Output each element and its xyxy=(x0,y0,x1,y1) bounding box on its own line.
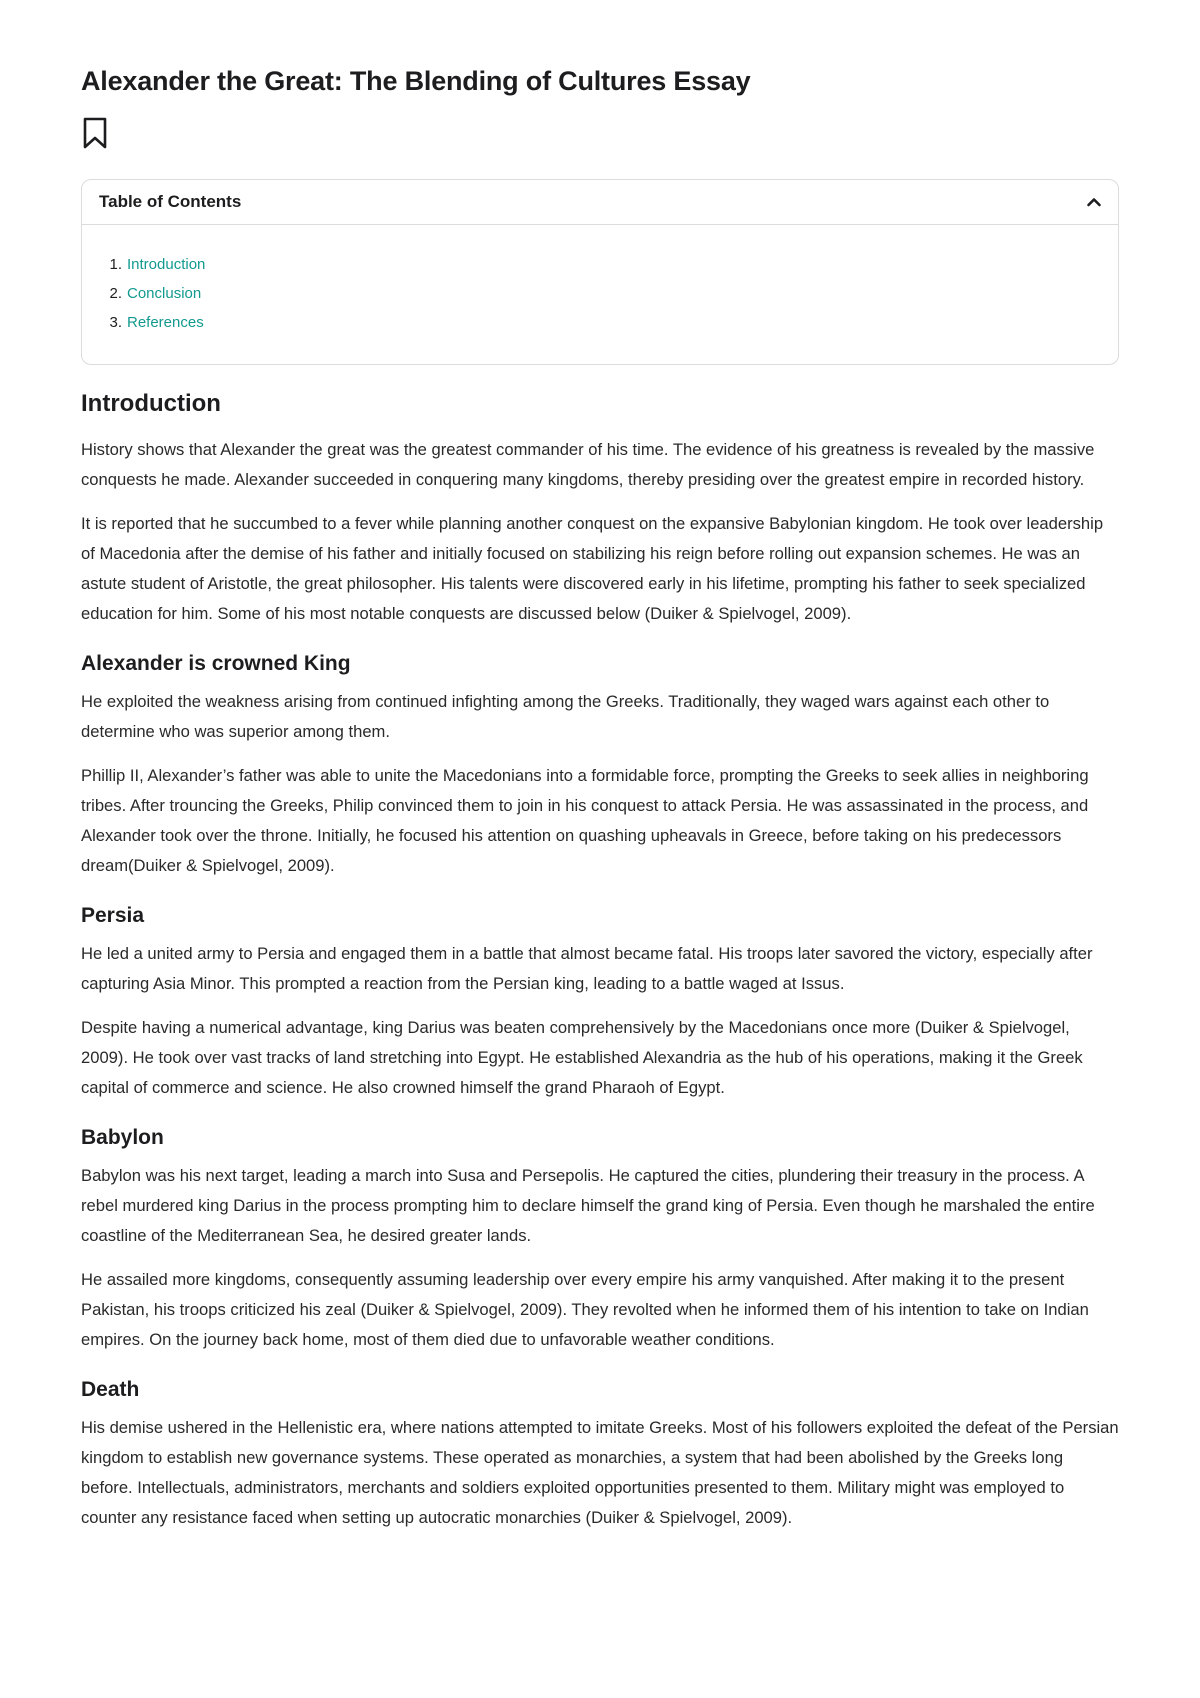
bookmark-icon xyxy=(81,116,109,150)
page-title: Alexander the Great: The Blending of Cultures Essay xyxy=(81,66,751,96)
subheading-persia: Persia xyxy=(81,904,145,927)
paragraph: Phillip II, Alexander’s father was able to unite the Macedonians into a formidable force, prompting the Greeks to seek allies in neighboring tribes. After trouncing the Greeks, Philip convinced them to join in his conquest to attack Persia. He was assassinated in the process, and Alexander took over the throne. Initially, he focused his attention on quashing upheavals in Greece, before taking on his predecessors dream(Duiker & Spielvogel, 2009). xyxy=(81,766,1089,875)
paragraph: He led a united army to Persia and engaged them in a battle that almost became fatal. His troops later savored the victory, especially after capturing Asia Minor. This prompted a reaction from the Persian king, leading to a battle waged at Issus. xyxy=(81,944,1093,993)
toc-toggle[interactable] xyxy=(82,180,1118,225)
toc-item xyxy=(102,279,1098,308)
subheading-crowned-king: Alexander is crowned King xyxy=(81,652,351,675)
paragraph: Despite having a numerical advantage, king Darius was beaten comprehensively by the Macedonians once more (Duiker & Spielvogel, 2009). He took over vast tracks of land stretching into Egypt. He established Alexandria as the hub of his operations, making it the Greek capital of commerce and science. He also crowned himself the grand Pharaoh of Egypt. xyxy=(81,1018,1083,1097)
toc-link-references[interactable]: References xyxy=(127,314,204,331)
paragraph: His demise ushered in the Hellenistic era, where nations attempted to imitate Greeks. Most of his followers exploited the defeat of the Persian kingdom to establish new governance systems. These operated as monarchies, a system that had been abolished by the Greeks long before. Intellectuals, administrators, merchants and soldiers exploited opportunities presented to them. Military might was employed to counter any resistance faced when setting up autocratic monarchies (Duiker & Spielvogel, 2009). xyxy=(81,1418,1119,1527)
subheading-babylon: Babylon xyxy=(81,1126,164,1149)
chevron-up-icon[interactable] xyxy=(1086,194,1102,210)
table-of-contents xyxy=(81,179,1119,365)
paragraph: Babylon was his next target, leading a march into Susa and Persepolis. He captured the cities, plundering their treasury in the process. A rebel murdered king Darius in the process prompting him to declare himself the grand king of Persia. Even though he marshaled the entire coastline of the Mediterranean Sea, he desired greater lands. xyxy=(81,1166,1095,1245)
toc-item xyxy=(102,308,1098,337)
toc-item-number: 3. xyxy=(109,314,122,331)
toc-list xyxy=(102,250,1098,337)
toc-link-conclusion[interactable]: Conclusion xyxy=(127,285,202,302)
section-heading-introduction: Introduction xyxy=(81,390,221,417)
bookmark-button[interactable] xyxy=(81,116,109,150)
toc-title: Table of Contents xyxy=(99,192,242,211)
toc-item xyxy=(102,250,1098,279)
toc-item-number: 2. xyxy=(109,285,122,302)
toc-body xyxy=(82,225,1118,364)
paragraph: He exploited the weakness arising from continued infighting among the Greeks. Traditionally, they waged wars against each other to determine who was superior among them. xyxy=(81,692,1050,741)
subheading-death: Death xyxy=(81,1378,140,1401)
paragraph: History shows that Alexander the great was the greatest commander of his time. The evidence of his greatness is revealed by the massive conquests he made. Alexander succeeded in conquering many kingdoms, thereby presiding over the greatest empire in recorded history. xyxy=(81,440,1095,489)
toc-item-number: 1. xyxy=(109,256,122,273)
paragraph: It is reported that he succumbed to a fever while planning another conquest on the expansive Babylonian kingdom. He took over leadership of Macedonia after the demise of his father and initially focused on stabilizing his reign before rolling out expansion schemes. He was an astute student of Aristotle, the great philosopher. His talents were discovered early in his lifetime, prompting his father to seek specialized education for him. Some of his most notable conquests are discussed below (Duiker & Spielvogel, 2009). xyxy=(81,514,1104,623)
paragraph: He assailed more kingdoms, consequently assuming leadership over every empire his army vanquished. After making it to the present Pakistan, his troops criticized his zeal (Duiker & Spielvogel, 2009). They revolted when he informed them of his intention to take on Indian empires. On the journey back home, most of them died due to unfavorable weather conditions. xyxy=(81,1270,1089,1349)
toc-link-introduction[interactable]: Introduction xyxy=(127,256,206,273)
